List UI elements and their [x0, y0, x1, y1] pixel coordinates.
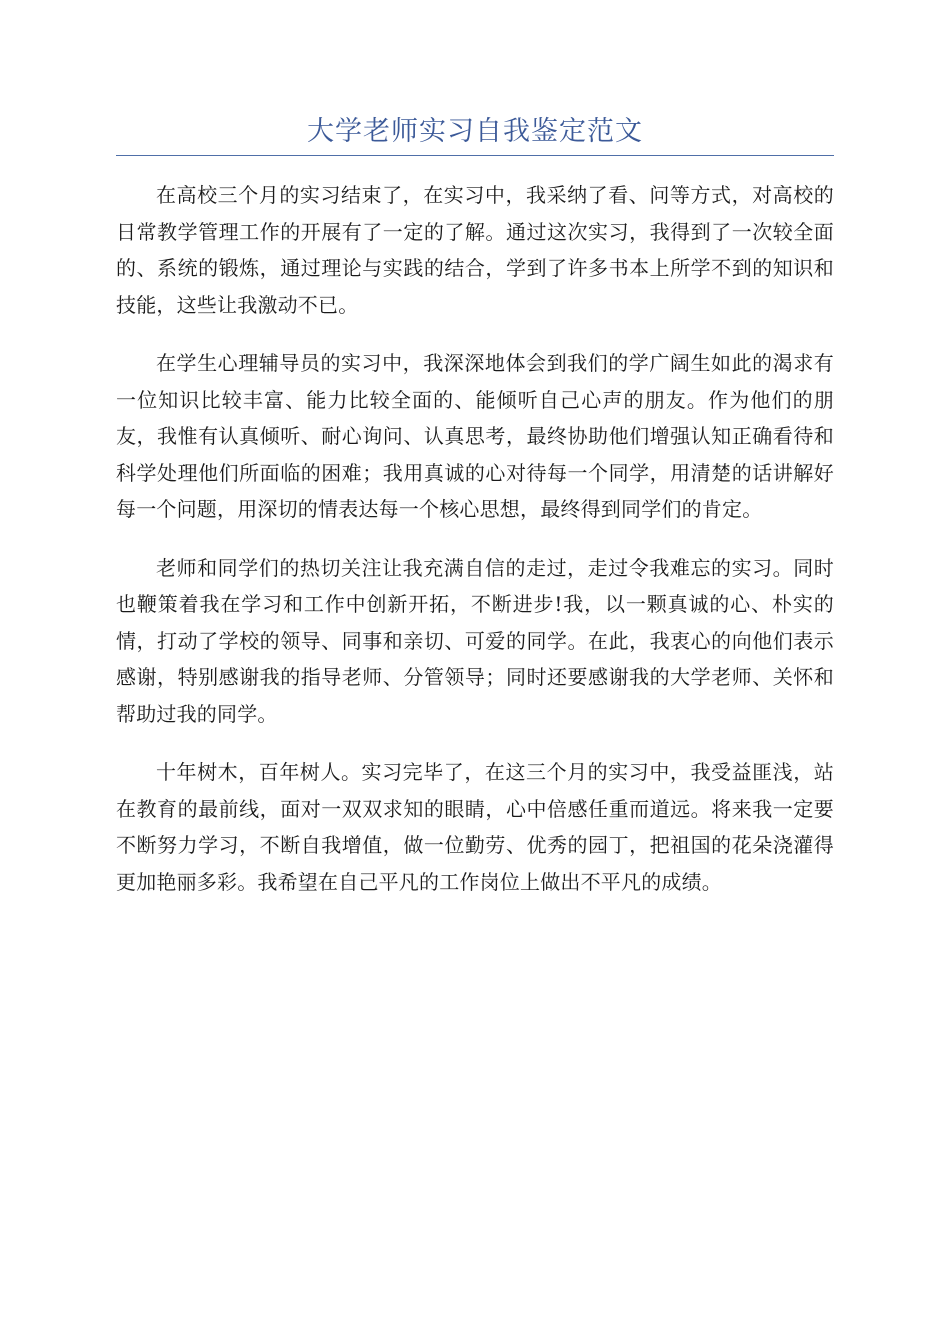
document-title: 大学老师实习自我鉴定范文 — [307, 116, 643, 147]
document-body — [116, 177, 834, 922]
paragraph-3: 老师和同学们的热切关注让我充满自信的走过，走过令我难忘的实习。同时也鞭策着我在学习和工作中创新开拓，不断进步!我，以一颗真诚的心、朴实的情，打动了学校的领导、同事和亲切、可爱的同学。在此，我衷心的向他们表示感谢，特别感谢我的指导老师、分管领导；同时还要感谢我的大学老师、关怀和帮助过我的同学。 — [116, 555, 834, 726]
title-underline — [116, 155, 834, 156]
paragraph-2: 在学生心理辅导员的实习中，我深深地体会到我们的学广阔生如此的渴求有一位知识比较丰富、能力比较全面的、能倾听自己心声的朋友。作为他们的朋友，我惟有认真倾听、耐心询问、认真思考，最终协助他们增强认知正确看待和科学处理他们所面临的困难；我用真诚的心对待每一个同学，用清楚的话讲解好每一个问题，用深切的情表达每一个核心思想，最终得到同学们的肯定。 — [116, 351, 834, 521]
paragraph-1: 在高校三个月的实习结束了，在实习中，我采纳了看、问等方式，对高校的日常教学管理工作的开展有了一定的了解。通过这次实习，我得到了一次较全面的、系统的锻炼，通过理论与实践的结合，学到了许多书本上所学不到的知识和技能，这些让我激动不已。 — [116, 183, 834, 317]
paragraph-4: 十年树木，百年树人。实习完毕了，在这三个月的实习中，我受益匪浅，站在教育的最前线，面对一双双求知的眼睛，心中倍感任重而道远。将来我一定要不断努力学习，不断自我增值，做一位勤劳、优秀的园丁，把祖国的花朵浇灌得更加艳丽多彩。我希望在自己平凡的工作岗位上做出不平凡的成绩。 — [116, 760, 834, 894]
